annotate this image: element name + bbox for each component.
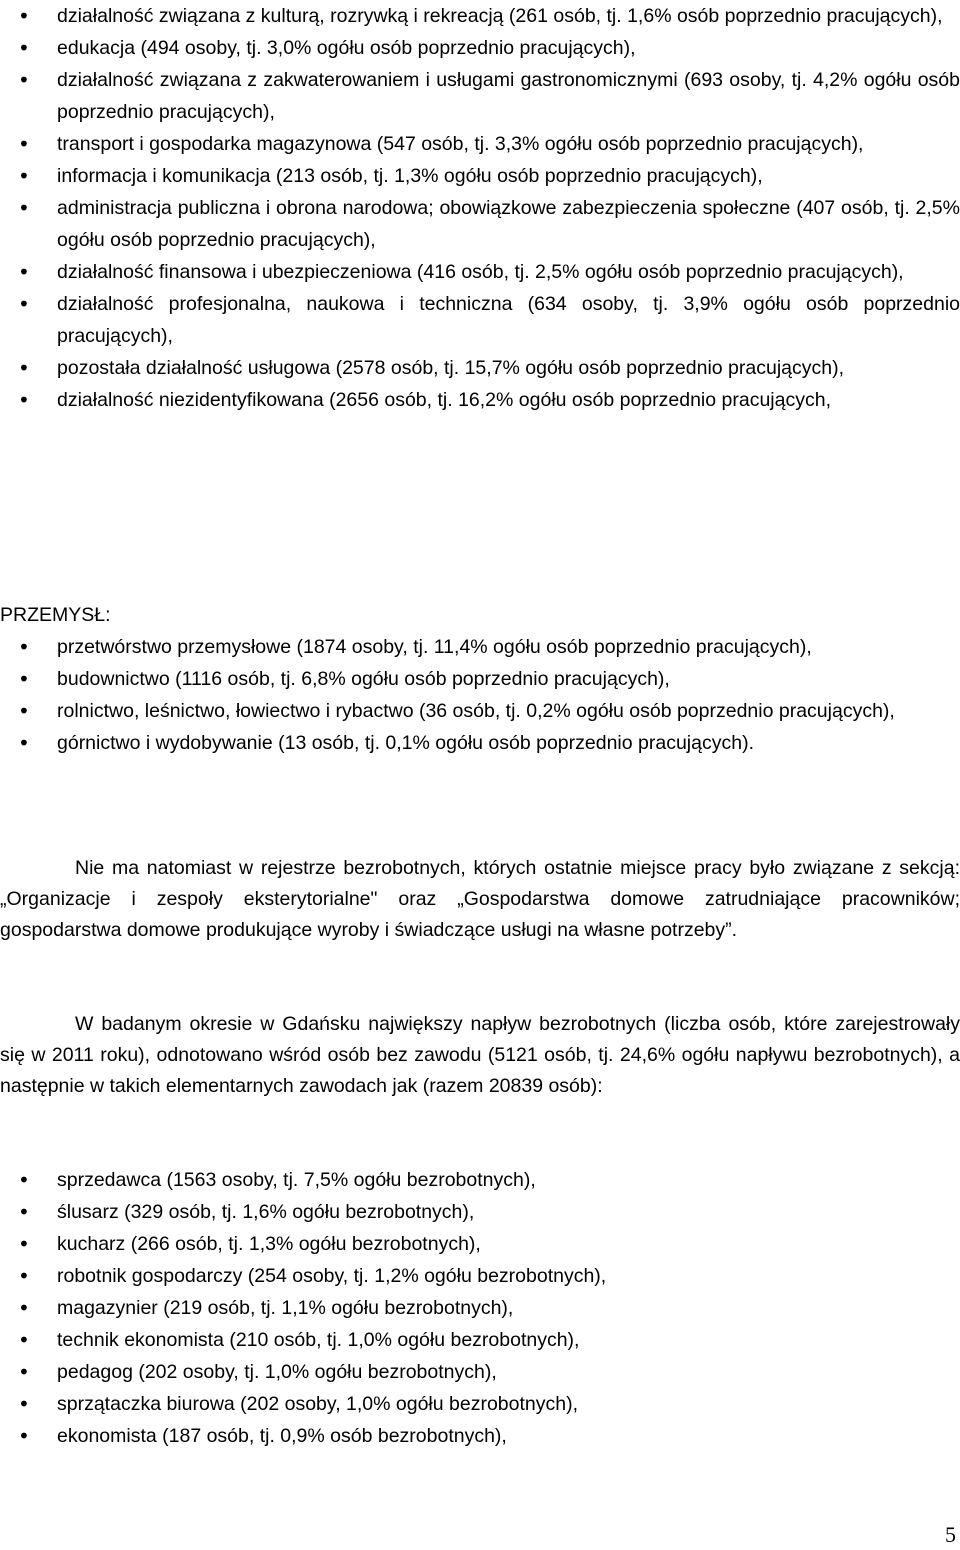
paragraph-no-registration: Nie ma natomiast w rejestrze bezrobotnych, których ostatnie miejsce pracy było związane z sekcją: „Organizacje i zespoły eksterytorialne" oraz „Gospodarstwa domowe zatrudniające pracowników; gospodarstwa domowe produkujące wyroby i świadczące usługi na własne potrzeby”. bbox=[0, 857, 960, 941]
list-item: • działalność finansowa i ubezpieczeniowa (416 osób, tj. 2,5% ogółu osób poprzednio pracujących), bbox=[0, 256, 960, 288]
list-item: • technik ekonomista (210 osób, tj. 1,0% ogółu bezrobotnych), bbox=[0, 1324, 960, 1356]
list-item: • kucharz (266 osób, tj. 1,3% ogółu bezrobotnych), bbox=[0, 1228, 960, 1260]
list-item: • sprzątaczka biurowa (202 osoby, 1,0% ogółu bezrobotnych), bbox=[0, 1388, 960, 1420]
services-sector-list bbox=[0, 0, 960, 416]
list-item: • działalność związana z kulturą, rozrywką i rekreacją (261 osób, tj. 1,6% osób poprzednio pracujących), bbox=[0, 0, 960, 32]
list-item: • administracja publiczna i obrona narodowa; obowiązkowe zabezpieczenia społeczne (407 osób, tj. 2,5% ogółu osób poprzednio pracujących), bbox=[0, 192, 960, 256]
occupations-list bbox=[0, 1164, 960, 1452]
page-number: 5 bbox=[945, 1522, 956, 1547]
industry-heading: PRZEMYSŁ: bbox=[0, 604, 111, 626]
list-item: • pedagog (202 osoby, tj. 1,0% ogółu bezrobotnych), bbox=[0, 1356, 960, 1388]
list-item: • ekonomista (187 osób, tj. 0,9% osób bezrobotnych), bbox=[0, 1420, 960, 1452]
list-item: • sprzedawca (1563 osoby, tj. 7,5% ogółu bezrobotnych), bbox=[0, 1164, 960, 1196]
list-item: • przetwórstwo przemysłowe (1874 osoby, tj. 11,4% ogółu osób poprzednio pracujących), bbox=[0, 631, 960, 663]
list-item: • magazynier (219 osób, tj. 1,1% ogółu bezrobotnych), bbox=[0, 1292, 960, 1324]
list-item: • rolnictwo, leśnictwo, łowiectwo i rybactwo (36 osób, tj. 0,2% ogółu osób poprzednio pracujących), bbox=[0, 695, 960, 727]
list-item: • informacja i komunikacja (213 osób, tj. 1,3% ogółu osób poprzednio pracujących), bbox=[0, 160, 960, 192]
list-item: • górnictwo i wydobywanie (13 osób, tj. 0,1% ogółu osób poprzednio pracujących). bbox=[0, 727, 960, 759]
list-item: • budownictwo (1116 osób, tj. 6,8% ogółu osób poprzednio pracujących), bbox=[0, 663, 960, 695]
paragraph-inflow: W badanym okresie w Gdańsku największy napływ bezrobotnych (liczba osób, które zarejestrowały się w 2011 roku), odnotowano wśród osób bez zawodu (5121 osób, tj. 24,6% ogółu napływu bezrobotnych), a następnie w takich elementarnych zawodach jak (razem 20839 osób): bbox=[0, 1013, 960, 1097]
list-item: • działalność związana z zakwaterowaniem i usługami gastronomicznymi (693 osoby, tj. 4,2% ogółu osób poprzednio pracujących), bbox=[0, 64, 960, 128]
list-item: • robotnik gospodarczy (254 osoby, tj. 1,2% ogółu bezrobotnych), bbox=[0, 1260, 960, 1292]
list-item: • edukacja (494 osoby, tj. 3,0% ogółu osób poprzednio pracujących), bbox=[0, 32, 960, 64]
list-item: • działalność profesjonalna, naukowa i techniczna (634 osoby, tj. 3,9% ogółu osób poprzednio pracujących), bbox=[0, 288, 960, 352]
list-item: • działalność niezidentyfikowana (2656 osób, tj. 16,2% ogółu osób poprzednio pracujących, bbox=[0, 384, 960, 416]
list-item: • transport i gospodarka magazynowa (547 osób, tj. 3,3% ogółu osób poprzednio pracujących), bbox=[0, 128, 960, 160]
list-item: • pozostała działalność usługowa (2578 osób, tj. 15,7% ogółu osób poprzednio pracujących), bbox=[0, 352, 960, 384]
industry-sector-list bbox=[0, 631, 960, 759]
list-item: • ślusarz (329 osób, tj. 1,6% ogółu bezrobotnych), bbox=[0, 1196, 960, 1228]
